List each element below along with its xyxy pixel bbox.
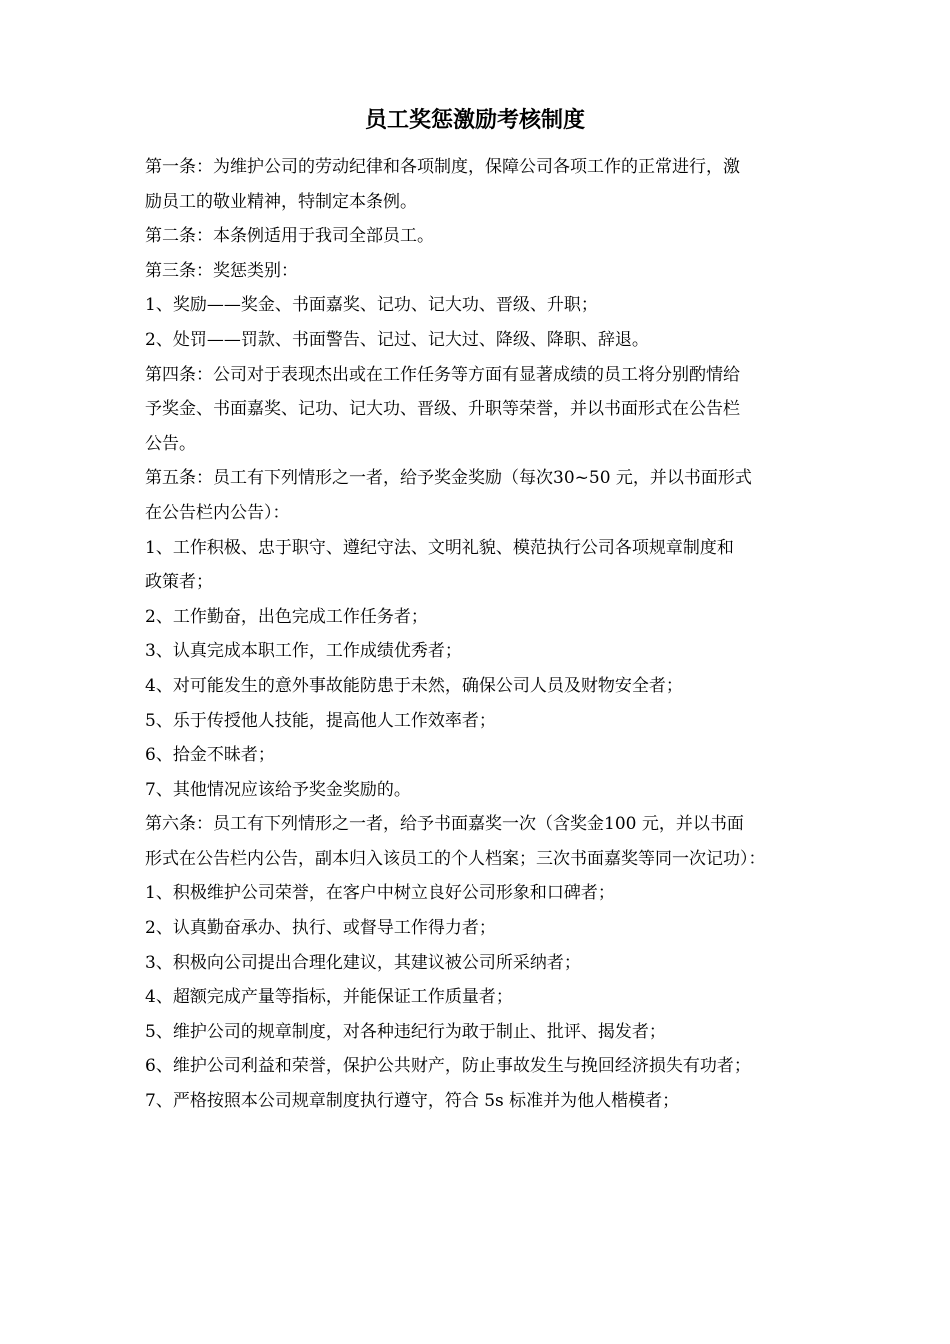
text-line: 5、乐于传授他人技能，提高他人工作效率者； bbox=[145, 710, 496, 731]
text-line: 2、工作勤奋，出色完成工作任务者； bbox=[145, 606, 428, 627]
text-line: 2、认真勤奋承办、执行、或督导工作得力者； bbox=[145, 918, 496, 939]
text-line: 政策者； bbox=[145, 572, 213, 593]
text-line: 4、对可能发生的意外事故能防患于未然，确保公司人员及财物安全者； bbox=[145, 675, 683, 696]
text-line: 第二条：本条例适用于我司全部员工。 bbox=[145, 226, 434, 247]
text-line: 7、其他情况应该给予奖金奖励的。 bbox=[145, 779, 411, 800]
text-line: 6、拾金不昧者； bbox=[145, 745, 275, 766]
text-line: 公告。 bbox=[145, 433, 196, 454]
text-line: 4、超额完成产量等指标，并能保证工作质量者； bbox=[145, 987, 513, 1008]
text-line: 7、严格按照本公司规章制度执行遵守，符合 5s 标准并为他人楷模者； bbox=[145, 1091, 680, 1112]
text-line: 第三条：奖惩类别： bbox=[145, 260, 298, 281]
text-line: 3、认真完成本职工作，工作成绩优秀者； bbox=[145, 641, 462, 662]
document-body bbox=[145, 150, 825, 1119]
text-line: 6、维护公司利益和荣誉，保护公共财产，防止事故发生与挽回经济损失有功者； bbox=[145, 1056, 751, 1077]
document-title: 员工奖惩激励考核制度 bbox=[364, 107, 585, 133]
text-line: 2、处罚——罚款、书面警告、记过、记大过、降级、降职、辞退。 bbox=[145, 329, 649, 350]
text-line: 予奖金、书面嘉奖、记功、记大功、晋级、升职等荣誉，并以书面形式在公告栏 bbox=[145, 399, 740, 420]
text-line: 1、工作积极、忠于职守、遵纪守法、文明礼貌、模范执行公司各项规章制度和 bbox=[145, 537, 734, 558]
text-line: 第四条：公司对于表现杰出或在工作任务等方面有显著成绩的员工将分别酌情给 bbox=[145, 364, 740, 385]
text-line: 第一条：为维护公司的劳动纪律和各项制度，保障公司各项工作的正常进行，激 bbox=[145, 157, 740, 177]
text-line: 在公告栏内公告）： bbox=[145, 502, 290, 523]
text-line: 5、维护公司的规章制度，对各种违纪行为敢于制止、批评、揭发者； bbox=[145, 1021, 666, 1042]
text-line: 励员工的敬业精神，特制定本条例。 bbox=[145, 191, 417, 212]
text-line: 1、奖励——奖金、书面嘉奖、记功、记大功、晋级、升职； bbox=[145, 295, 598, 316]
text-line: 第五条：员工有下列情形之一者，给予奖金奖励（每次30~50 元，并以书面形式 bbox=[145, 468, 752, 489]
text-line: 3、积极向公司提出合理化建议，其建议被公司所采纳者； bbox=[145, 952, 581, 973]
text-line: 第六条：员工有下列情形之一者，给予书面嘉奖一次（含奖金100 元，并以书面 bbox=[145, 814, 744, 835]
text-line: 1、积极维护公司荣誉，在客户中树立良好公司形象和口碑者； bbox=[145, 883, 615, 904]
text-line: 形式在公告栏内公告，副本归入该员工的个人档案；三次书面嘉奖等同一次记功）： bbox=[145, 848, 766, 869]
